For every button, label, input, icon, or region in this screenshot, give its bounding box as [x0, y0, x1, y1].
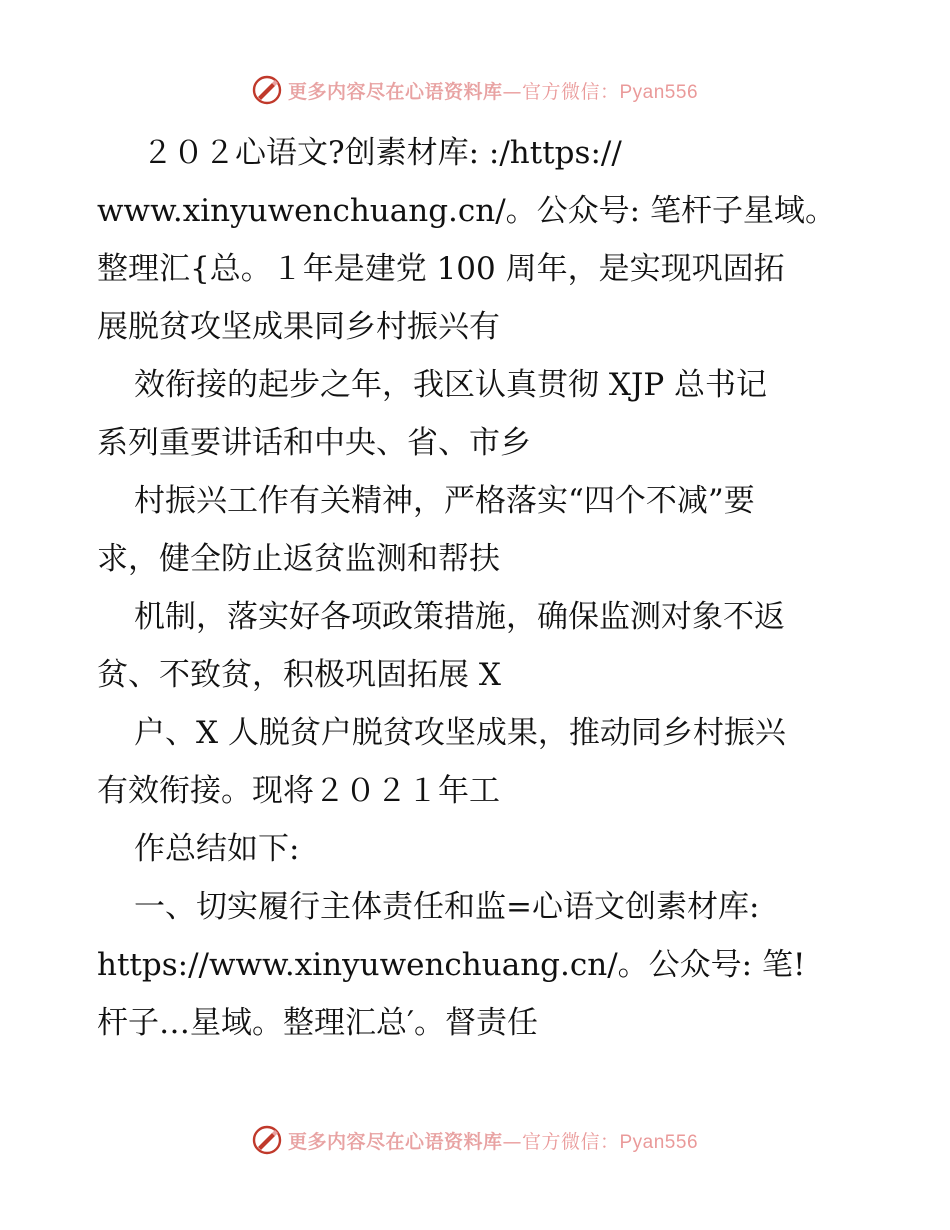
body-line-3: 整理汇{总。１年是建党 100 周年，是实现巩固拓 — [97, 251, 785, 287]
body-line-12: 有效衔接。现将２０２１年工 — [97, 773, 500, 809]
footer-watermark-wechat-label: 官方微信： — [521, 1130, 620, 1153]
document-body — [97, 124, 857, 1052]
body-line-16: 杆子…星域。整理汇总′。督责任 — [97, 1005, 539, 1041]
footer-watermark-banner — [0, 1120, 950, 1160]
footer-watermark-wechat-id: Pyan556 — [619, 1131, 699, 1153]
body-line-6: 系列重要讲话和中央、省、市乡 — [97, 425, 531, 461]
pen-logo-icon — [252, 1125, 282, 1155]
body-line-10: 贫、不致贫，积极巩固拓展 X — [97, 657, 501, 693]
header-watermark-dash: — — [502, 80, 522, 103]
body-line-13: 作总结如下: — [134, 831, 300, 867]
body-line-5: 效衔接的起步之年，我区认真贯彻 XJP 总书记 — [134, 367, 768, 403]
body-line-4: 展脱贫攻坚成果同乡村振兴有 — [97, 309, 500, 345]
header-watermark-banner — [0, 70, 950, 110]
body-line-9: 机制，落实好各项政策措施，确保监测对象不返 — [134, 599, 785, 635]
footer-watermark-main: 更多内容尽在心语资料库 — [287, 1130, 503, 1153]
header-watermark-text — [288, 77, 698, 104]
body-line-15: https://www.xinyuwenchuang.cn/。公众号: 笔! — [97, 947, 806, 983]
header-watermark-main: 更多内容尽在心语资料库 — [287, 80, 503, 103]
body-line-14: 一、切实履行主体责任和监=心语文创素材库: — [134, 889, 760, 925]
pen-logo-icon — [252, 75, 282, 105]
body-line-7: 村振兴工作有关精神，严格落实“四个不减”要 — [134, 483, 755, 519]
body-line-8: 求，健全防止返贫监测和帮扶 — [97, 541, 500, 577]
body-line-11: 户、X 人脱贫户脱贫攻坚成果，推动同乡村振兴 — [134, 715, 786, 751]
header-watermark-wechat-id: Pyan556 — [619, 81, 699, 103]
body-line-1: ２０２心语文?创素材库: :/https:// — [142, 135, 622, 171]
body-line-2: www.xinyuwenchuang.cn/。公众号: 笔杆子星域。 — [97, 193, 836, 229]
header-watermark-wechat-label: 官方微信： — [521, 80, 620, 103]
footer-watermark-dash: — — [502, 1130, 522, 1153]
footer-watermark-text — [288, 1127, 698, 1154]
